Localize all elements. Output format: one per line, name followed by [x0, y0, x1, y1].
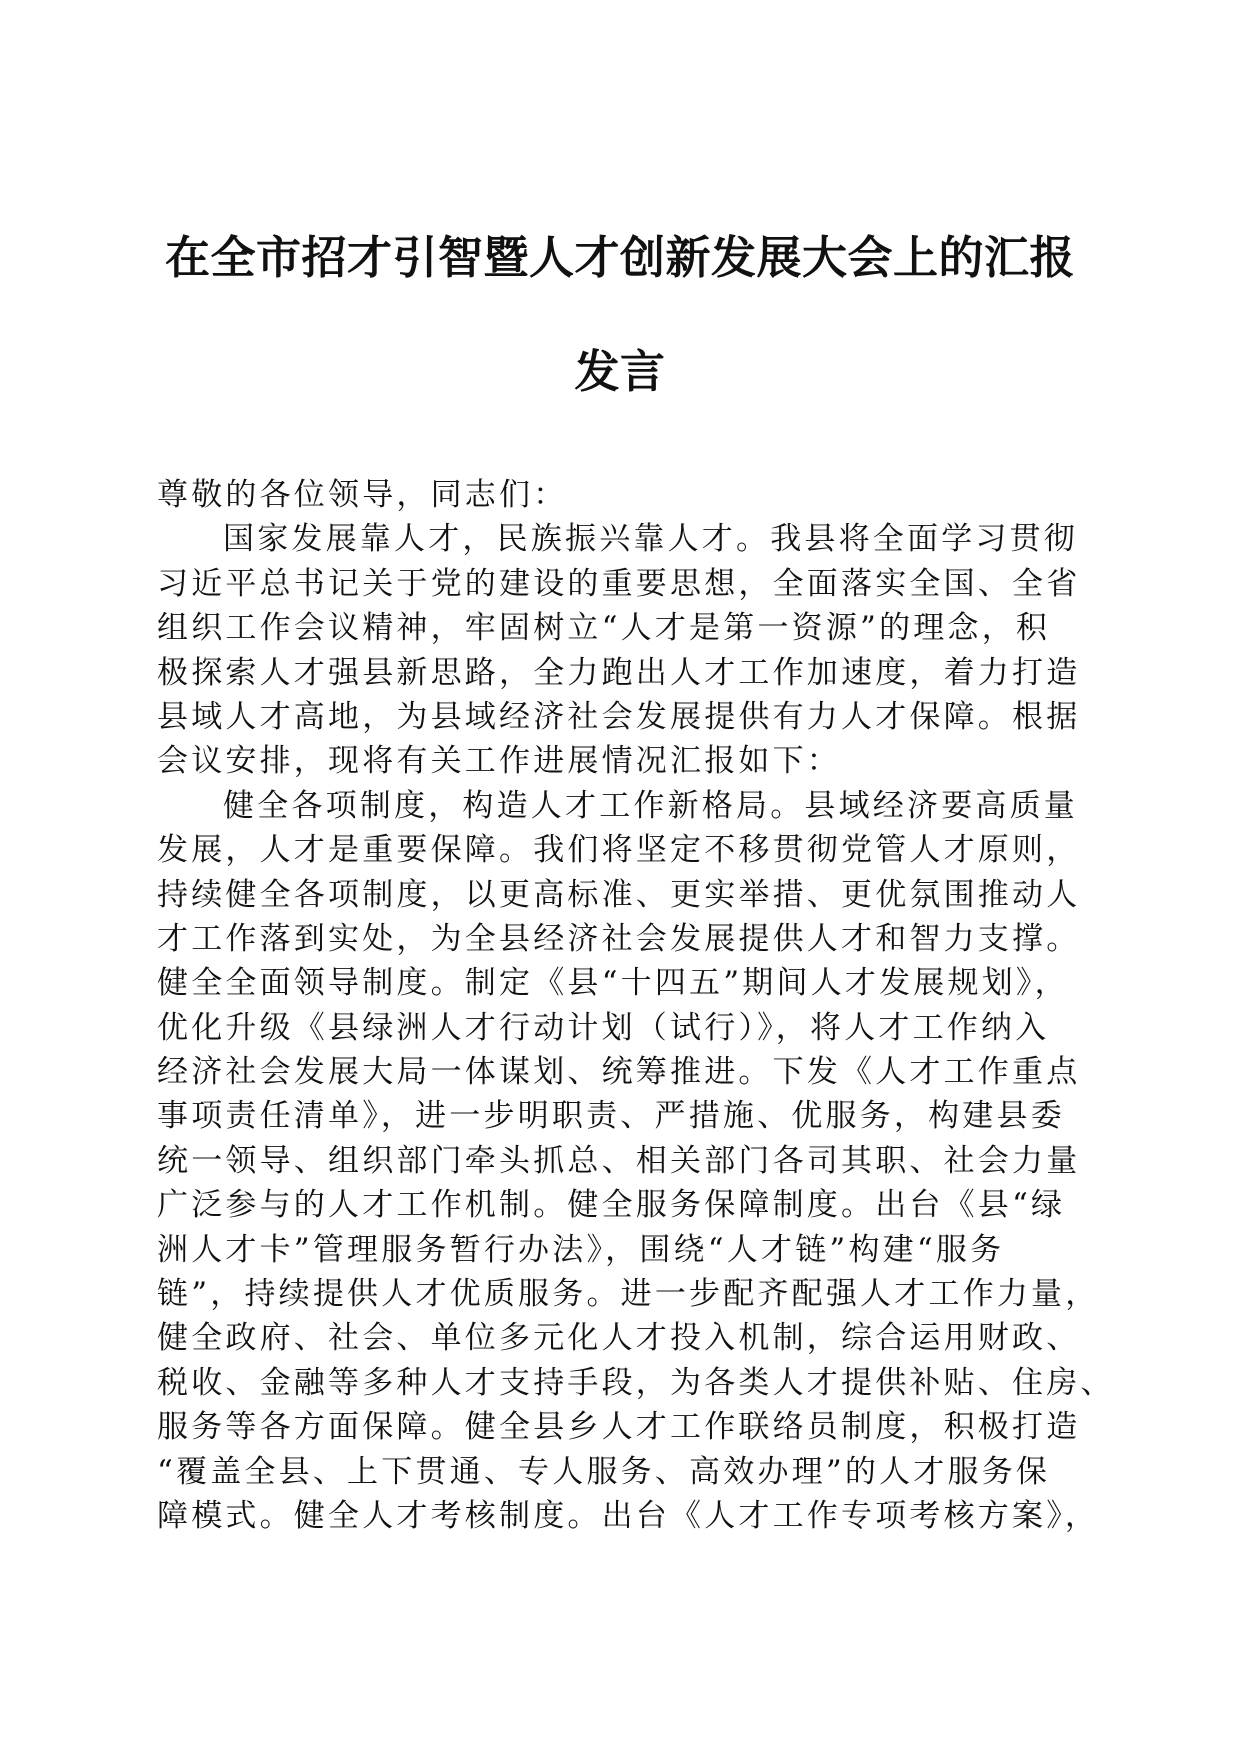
body-line: 服务等各方面保障。健全县乡人才工作联络员制度，积极打造: [157, 1409, 1081, 1446]
body-line: 统一领导、组织部门牵头抓总、相关部门各司其职、社会力量: [157, 1142, 1081, 1179]
body-line: 广泛参与的人才工作机制。健全服务保障制度。出台《县“绿: [157, 1187, 1066, 1224]
document-title-line-1: 在全市招才引智暨人才创新发展大会上的汇报: [164, 231, 1075, 284]
body-line: 健全全面领导制度。制定《县“十四五”期间人才发展规划》，: [157, 965, 1069, 1002]
body-line: 健全各项制度，构造人才工作新格局。县域经济要高质量: [223, 787, 1078, 824]
body-line: “覆盖全县、上下贯通、专人服务、高效办理”的人才服务保: [157, 1453, 1051, 1490]
document-body: [157, 473, 1115, 1538]
body-line: 国家发展靠人才，民族振兴靠人才。我县将全面学习贯彻: [223, 521, 1078, 558]
body-line: 尊敬的各位领导，同志们：: [157, 477, 568, 513]
body-line: 障模式。健全人才考核制度。出台《人才工作专项考核方案》，: [157, 1497, 1100, 1534]
body-line: 发展，人才是重要保障。我们将坚定不移贯彻党管人才原则，: [157, 832, 1081, 869]
document-title-line-2: 发言: [574, 345, 666, 398]
body-line: 事项责任清单》，进一步明职责、严措施、优服务，构建县委: [157, 1098, 1065, 1135]
body-line: 经济社会发展大局一体谋划、统筹推进。下发《人才工作重点: [157, 1054, 1081, 1091]
body-line: 会议安排，现将有关工作进展情况汇报如下：: [157, 743, 841, 780]
body-line: 优化升级《县绿洲人才行动计划（试行）》，将人才工作纳入: [157, 1009, 1050, 1046]
body-line: 极探索人才强县新思路，全力跑出人才工作加速度，着力打造: [157, 654, 1081, 691]
body-line: 县域人才高地，为县域经济社会发展提供有力人才保障。根据: [157, 698, 1081, 735]
body-line: 链”，持续提供人才优质服务。进一步配齐配强人才工作力量，: [157, 1276, 1100, 1313]
body-line: 组织工作会议精神，牢固树立“人才是第一资源”的理念，积: [157, 610, 1051, 647]
body-line: 习近平总书记关于党的建设的重要思想，全面落实全国、全省: [157, 565, 1081, 602]
body-line: 健全政府、社会、单位多元化人才投入机制，综合运用财政、: [157, 1320, 1081, 1357]
body-line: 洲人才卡”管理服务暂行办法》，围绕“人才链”构建“服务: [157, 1231, 1005, 1268]
body-line: 税收、金融等多种人才支持手段，为各类人才提供补贴、住房、: [157, 1364, 1115, 1401]
body-line: 持续健全各项制度，以更高标准、更实举措、更优氛围推动人: [157, 876, 1081, 913]
body-line: 才工作落到实处，为全县经济社会发展提供人才和智力支撑。: [157, 920, 1081, 957]
